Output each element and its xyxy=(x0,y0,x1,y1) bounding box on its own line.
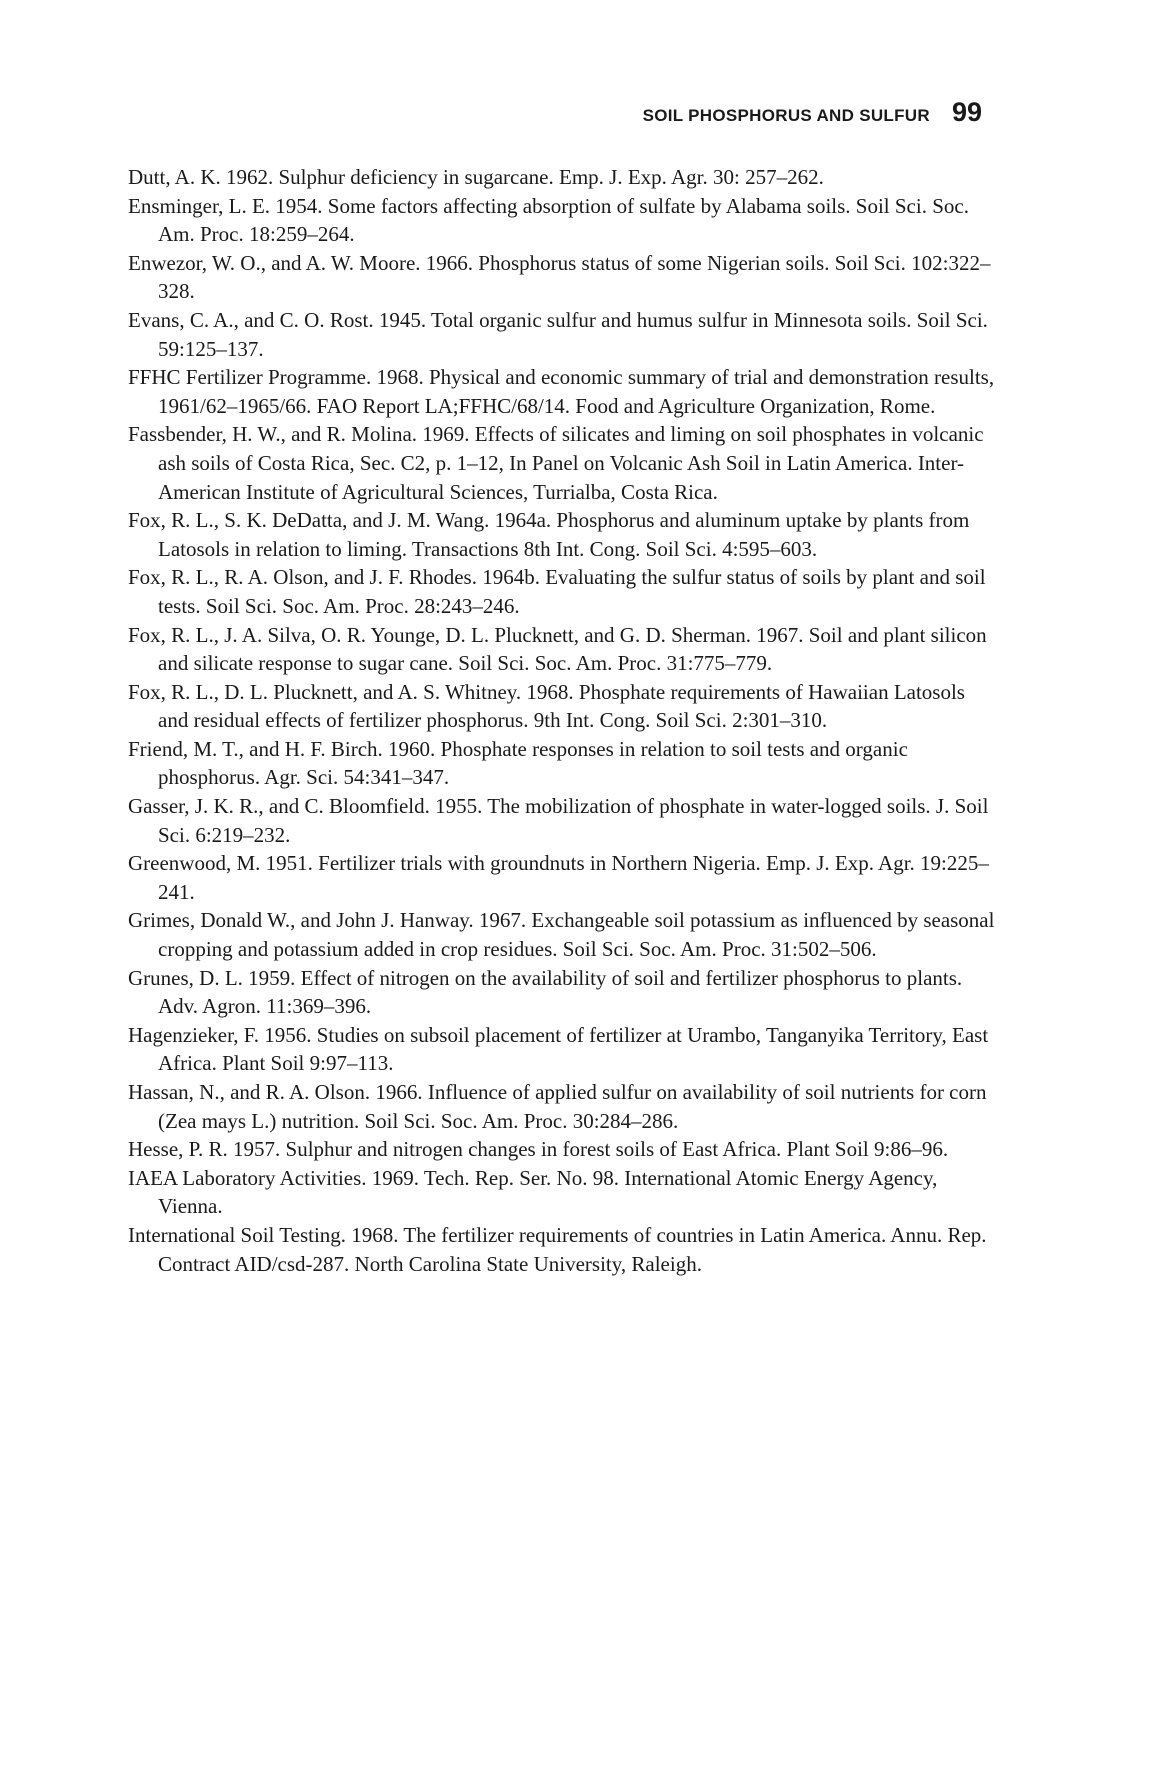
reference-entry: Enwezor, W. O., and A. W. Moore. 1966. Phosphorus status of some Nigerian soils. Soil Sci. 102:322–328. xyxy=(128,250,991,304)
reference-entry: Grimes, Donald W., and John J. Hanway. 1967. Exchangeable soil potassium as influenced by seasonal cropping and potassium added in crop residues. Soil Sci. Soc. Am. Proc. 31:502–506. xyxy=(128,908,995,962)
reference-entry: FFHC Fertilizer Programme. 1968. Physical and economic summary of trial and demonstration results, 1961/62–1965/66. FAO Report LA;FFHC/68/14. Food and Agriculture Organization, Rome. xyxy=(128,365,995,418)
reference-list xyxy=(128,163,998,1278)
reference-entry: Greenwood, M. 1951. Fertilizer trials with groundnuts in Northern Nigeria. Emp. J. Exp. Agr. 19:225–241. xyxy=(128,851,989,904)
running-head xyxy=(552,97,982,137)
running-head-title: SOIL PHOSPHORUS AND SULFUR xyxy=(642,106,930,125)
page-number: 99 xyxy=(951,97,982,127)
reference-entry: Evans, C. A., and C. O. Rost. 1945. Total organic sulfur and humus sulfur in Minnesota soils. Soil Sci. 59:125–137. xyxy=(128,307,988,361)
reference-entry: Fox, R. L., R. A. Olson, and J. F. Rhodes. 1964b. Evaluating the sulfur status of soils by plant and soil tests. Soil Sci. Soc. Am. Proc. 28:243–246. xyxy=(128,565,986,618)
reference-entry: Fassbender, H. W., and R. Molina. 1969. Effects of silicates and liming on soil phosphates in volcanic ash soils of Costa Rica, Sec. C2, p. 1–12, In Panel on Volcanic Ash Soil in Latin America. Inter-American Institute of Agricultural Sciences, Turrialba, Costa Rica. xyxy=(128,422,984,504)
reference-entry: Friend, M. T., and H. F. Birch. 1960. Phosphate responses in relation to soil tests and organic phosphorus. Agr. Sci. 54:341–347. xyxy=(128,736,908,790)
reference-entry: Grunes, D. L. 1959. Effect of nitrogen on the availability of soil and fertilizer phosphorus to plants. Adv. Agron. 11:369–396. xyxy=(128,965,963,1019)
reference-entry: Hagenzieker, F. 1956. Studies on subsoil placement of fertilizer at Urambo, Tanganyika Territory, East Africa. Plant Soil 9:97–113. xyxy=(128,1022,989,1076)
reference-entry: Gasser, J. K. R., and C. Bloomfield. 1955. The mobilization of phosphate in water-logged soils. J. Soil Sci. 6:219–232. xyxy=(128,794,989,847)
reference-entry: Hassan, N., and R. A. Olson. 1966. Influence of applied sulfur on availability of soil nutrients for corn (Zea mays L.) nutrition. Soil Sci. Soc. Am. Proc. 30:284–286. xyxy=(128,1080,987,1133)
reference-entry: IAEA Laboratory Activities. 1969. Tech. Rep. Ser. No. 98. International Atomic Energy Agency, Vienna. xyxy=(128,1165,938,1219)
reference-entry: Fox, R. L., D. L. Plucknett, and A. S. Whitney. 1968. Phosphate requirements of Hawaiian Latosols and residual effects of fertilizer phosphorus. 9th Int. Cong. Soil Sci. 2:301–310. xyxy=(128,679,965,733)
reference-entry: International Soil Testing. 1968. The fertilizer requirements of countries in Latin America. Annu. Rep. Contract AID/csd-287. North Carolina State University, Raleigh. xyxy=(128,1222,987,1276)
reference-entry: Fox, R. L., S. K. DeDatta, and J. M. Wang. 1964a. Phosphorus and aluminum uptake by plants from Latosols in relation to liming. Transactions 8th Int. Cong. Soil Sci. 4:595–603. xyxy=(128,508,970,561)
reference-entry: Ensminger, L. E. 1954. Some factors affecting absorption of sulfate by Alabama soils. Soil Sci. Soc. Am. Proc. 18:259–264. xyxy=(128,193,969,247)
reference-entry: Fox, R. L., J. A. Silva, O. R. Younge, D. L. Plucknett, and G. D. Sherman. 1967. Soil and plant silicon and silicate response to sugar cane. Soil Sci. Soc. Am. Proc. 31:775–779. xyxy=(128,622,987,676)
reference-entry: Dutt, A. K. 1962. Sulphur deficiency in sugarcane. Emp. J. Exp. Agr. 30: 257–262. xyxy=(128,165,824,189)
reference-entry: Hesse, P. R. 1957. Sulphur and nitrogen changes in forest soils of East Africa. Plant Soil 9:86–96. xyxy=(128,1137,949,1162)
